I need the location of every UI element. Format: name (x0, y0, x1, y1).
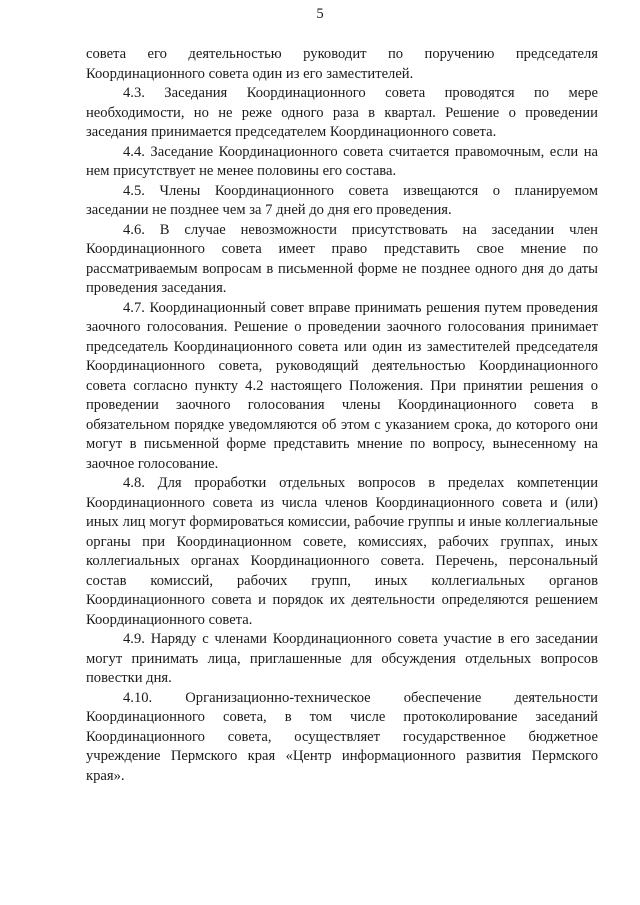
paragraph-4-5: 4.5. Члены Координационного совета извещаются о планируемом заседании не позднее чем за 7 дней до дня его проведения. (86, 182, 598, 218)
paragraph-4-10: 4.10. Организационно-техническое обеспечение деятельности Координационного совета, в том числе протоколирование заседаний Координационного совета, осуществляет государственное бюджетное учреждение Пермского края «Центр информационного развития Пермского края». (86, 689, 598, 784)
paragraph-4-6: 4.6. В случае невозможности присутствовать на заседании член Координационного совета имеет право представить свое мнение по рассматриваемым вопросам в письменной форме не позднее одного дня до даты проведения заседания. (86, 221, 598, 296)
paragraph-4-4: 4.4. Заседание Координационного совета считается правомочным, если на нем присутствует не менее половины его состава. (86, 143, 598, 179)
paragraph-4-7: 4.7. Координационный совет вправе принимать решения путем проведения заочного голосования. Решение о проведении заочного голосования принимает председатель Координационного совета или один из заместителей председателя Координационного совета, руководящий деятельностью Координационного совета согласно пункту 4.2 настоящего Положения. При принятии решения о проведении заочного голосования члены Координационного совета в обязательном порядке уведомляются об этом с указанием срока, до которого они могут в письменной форме представить мнение по вопросу, вынесенному на заочное голосование. (86, 299, 598, 472)
page-number: 5 (316, 6, 324, 22)
document-body (86, 45, 598, 786)
paragraph-4-3: 4.3. Заседания Координационного совета проводятся по мере необходимости, но не реже одного раза в квартал. Решение о проведении заседания принимается председателем Координационного совета. (86, 85, 598, 140)
paragraph-4-9: 4.9. Наряду с членами Координационного совета участие в его заседании могут принимать лица, приглашенные для обсуждения отдельных вопросов повестки дня. (86, 631, 598, 686)
paragraph-continuation: совета его деятельностью руководит по поручению председателя Координационного совета один из его заместителей. (86, 46, 598, 82)
paragraph-4-8: 4.8. Для проработки отдельных вопросов в пределах компетенции Координационного совета из числа членов Координационного совета и (или) иных лиц могут формироваться комиссии, рабочие группы и иные коллегиальные органы при Координационном совете, комиссиях, рабочих группах, иных коллегиальных органах Координационного совета. Перечень, персональный состав комиссий, рабочих групп, иных коллегиальных органов Координационного совета и порядок их деятельности определяются решением Координационного совета. (86, 475, 598, 628)
